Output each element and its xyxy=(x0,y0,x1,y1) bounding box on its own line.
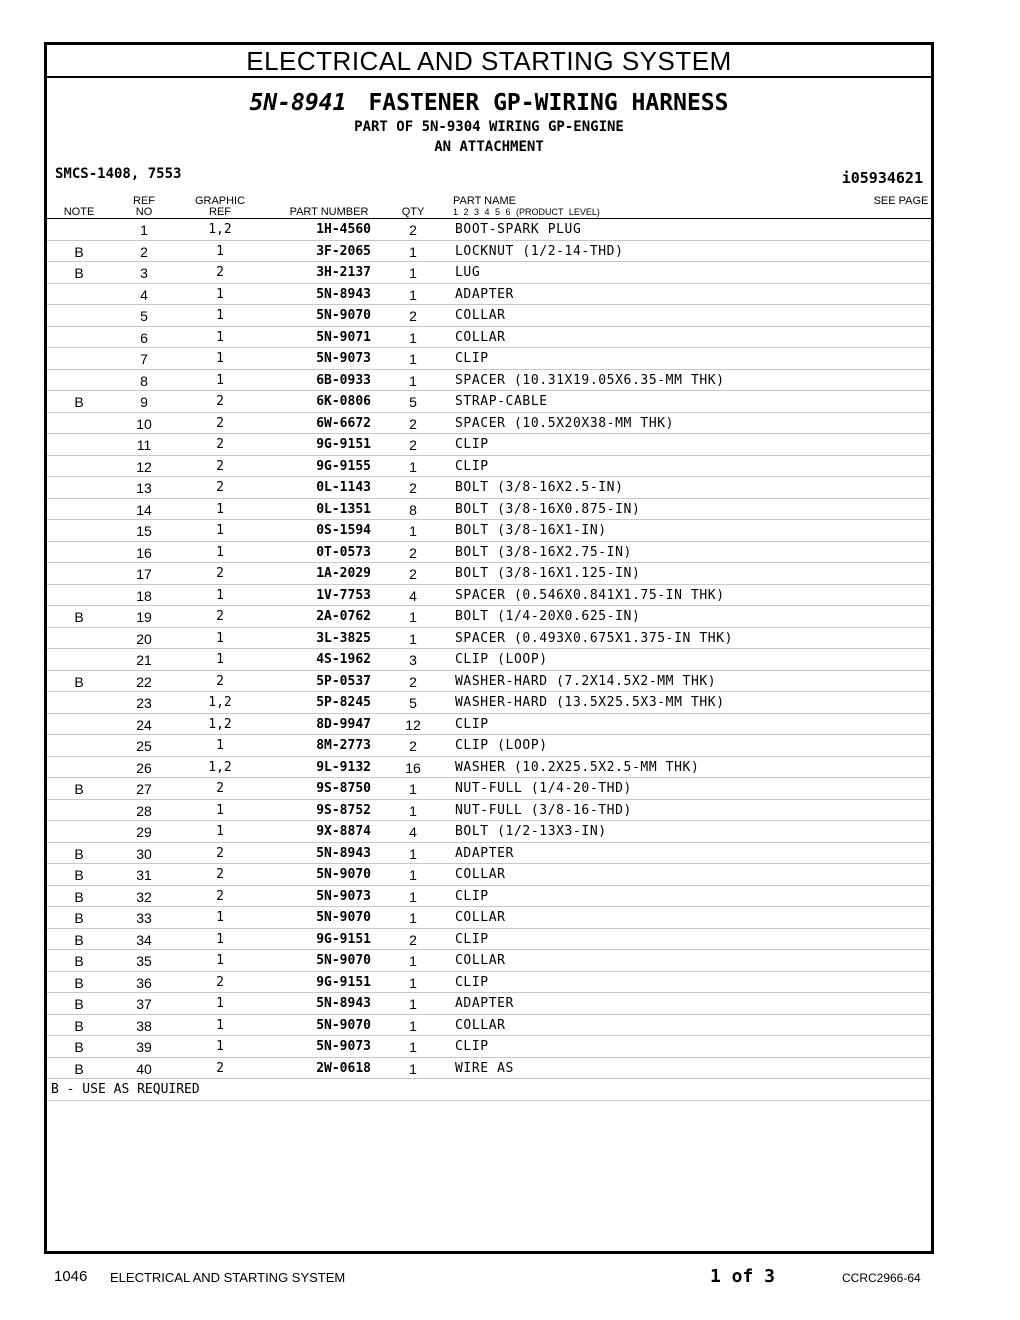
row-part-number: 8M-2773 xyxy=(316,738,371,753)
table-row xyxy=(47,800,931,822)
row-qty: 1 xyxy=(409,286,417,303)
row-part-number: 0L-1351 xyxy=(316,501,371,517)
table-row xyxy=(47,628,931,650)
row-graphic-ref: 2 xyxy=(216,888,224,904)
row-ref-no: 36 xyxy=(136,974,152,991)
row-qty: 1 xyxy=(409,329,417,346)
row-part-name: BOOT-SPARK PLUG xyxy=(455,222,582,237)
row-note: B xyxy=(74,673,84,690)
table-row xyxy=(47,370,931,392)
row-ref-no: 20 xyxy=(136,630,152,647)
row-graphic-ref: 1 xyxy=(216,372,224,388)
row-graphic-ref: 1 xyxy=(216,1039,224,1054)
group-name: FASTENER GP-WIRING HARNESS xyxy=(368,90,729,116)
table-row xyxy=(47,671,931,693)
row-ref-no: 6 xyxy=(140,329,148,346)
row-qty: 16 xyxy=(405,759,421,776)
row-part-name: LUG xyxy=(455,265,481,280)
row-ref-no: 19 xyxy=(136,609,152,625)
row-graphic-ref: 2 xyxy=(216,480,224,495)
row-graphic-ref: 2 xyxy=(216,1060,224,1076)
row-note: B xyxy=(74,953,84,969)
table-row xyxy=(47,563,931,585)
attachment-line: AN ATTACHMENT xyxy=(434,139,544,155)
row-qty: 3 xyxy=(409,652,417,668)
row-qty: 1 xyxy=(409,1039,417,1055)
row-part-name: BOLT (3/8-16X0.875-IN) xyxy=(455,501,641,517)
col-qty: QTY xyxy=(401,206,425,218)
row-qty: 2 xyxy=(409,738,417,754)
row-note: B xyxy=(74,867,84,883)
row-part-number: 1A-2029 xyxy=(316,566,371,581)
row-ref-no: 10 xyxy=(136,415,152,432)
table-row xyxy=(47,348,931,370)
row-qty: 8 xyxy=(409,501,417,518)
row-ref-no: 29 xyxy=(136,824,152,840)
row-part-name: COLLAR xyxy=(455,308,506,323)
row-part-number: 0T-0573 xyxy=(316,544,371,560)
row-ref-no: 23 xyxy=(136,695,152,711)
group-title-line xyxy=(47,89,931,117)
row-part-name: WASHER (10.2X25.5X2.5-MM THK) xyxy=(455,759,700,775)
row-part-name: NUT-FULL (1/4-20-THD) xyxy=(455,781,632,796)
parts-table-body xyxy=(47,219,931,1101)
row-graphic-ref: 1 xyxy=(216,1017,224,1033)
row-ref-no: 34 xyxy=(136,931,152,948)
row-part-name: BOLT (3/8-16X2.5-IN) xyxy=(455,480,624,495)
row-qty: 1 xyxy=(409,243,417,260)
row-qty: 2 xyxy=(409,308,417,324)
row-graphic-ref: 1 xyxy=(216,738,224,753)
table-row xyxy=(47,993,931,1015)
row-graphic-ref: 1 xyxy=(216,931,224,947)
row-qty: 5 xyxy=(409,394,417,410)
row-part-name: COLLAR xyxy=(455,910,506,925)
row-part-number: 9G-9151 xyxy=(316,974,371,990)
row-note: B xyxy=(74,1060,84,1077)
row-part-name: ADAPTER xyxy=(455,286,514,302)
table-row xyxy=(47,477,931,499)
row-part-name: BOLT (3/8-16X2.75-IN) xyxy=(455,544,632,560)
row-part-number: 6W-6672 xyxy=(316,415,371,431)
table-row xyxy=(47,606,931,628)
row-graphic-ref: 1 xyxy=(216,243,224,259)
row-qty: 1 xyxy=(409,458,417,475)
row-part-number: 5N-8943 xyxy=(316,996,371,1011)
row-graphic-ref: 2 xyxy=(216,458,224,474)
row-qty: 1 xyxy=(409,781,417,797)
row-part-number: 5N-9071 xyxy=(316,329,371,345)
row-qty: 2 xyxy=(409,544,417,561)
row-part-name: BOLT (3/8-16X1.125-IN) xyxy=(455,566,641,581)
row-qty: 1 xyxy=(409,372,417,389)
table-row xyxy=(47,778,931,800)
row-part-name: SPACER (0.546X0.841X1.75-IN THK) xyxy=(455,587,725,603)
row-part-name: CLIP xyxy=(455,458,489,474)
row-part-name: BOLT (1/4-20X0.625-IN) xyxy=(455,609,641,624)
row-ref-no: 4 xyxy=(140,286,148,303)
row-qty: 1 xyxy=(409,630,417,647)
table-row xyxy=(47,219,931,241)
row-ref-no: 15 xyxy=(136,523,152,539)
footer-doc-code: CCRC2966-64 xyxy=(842,1271,921,1285)
row-qty: 2 xyxy=(409,931,417,948)
table-row xyxy=(47,434,931,456)
row-qty: 1 xyxy=(409,974,417,991)
row-graphic-ref: 2 xyxy=(216,974,224,990)
col-product-levels: 1 2 3 4 5 6 (PRODUCT LEVEL) xyxy=(453,207,600,217)
row-graphic-ref: 1 xyxy=(216,630,224,646)
col-note: NOTE xyxy=(63,206,95,218)
row-part-number: 9L-9132 xyxy=(316,759,371,775)
row-graphic-ref: 1 xyxy=(216,329,224,345)
table-row xyxy=(47,305,931,327)
row-part-name: LOCKNUT (1/2-14-THD) xyxy=(455,243,624,259)
row-ref-no: 8 xyxy=(140,372,148,389)
row-part-name: BOLT (1/2-13X3-IN) xyxy=(455,824,607,839)
row-part-number: 5N-9070 xyxy=(316,953,371,968)
row-qty: 1 xyxy=(409,845,417,862)
row-note: B xyxy=(74,845,84,862)
row-ref-no: 3 xyxy=(140,265,148,281)
row-qty: 4 xyxy=(409,824,417,840)
row-part-name: CLIP xyxy=(455,1039,489,1054)
table-row xyxy=(47,284,931,306)
row-graphic-ref: 2 xyxy=(216,265,224,280)
row-ref-no: 5 xyxy=(140,308,148,324)
row-ref-no: 37 xyxy=(136,996,152,1012)
row-part-number: 5N-9070 xyxy=(316,910,371,925)
row-graphic-ref: 1 xyxy=(216,824,224,839)
section-title: ELECTRICAL AND STARTING SYSTEM xyxy=(47,45,931,78)
row-note: B xyxy=(74,996,84,1012)
table-row xyxy=(47,262,931,284)
table-row xyxy=(47,692,931,714)
row-part-name: WIRE AS xyxy=(455,1060,514,1076)
table-row xyxy=(47,499,931,521)
row-qty: 2 xyxy=(409,673,417,690)
row-graphic-ref: 1 xyxy=(216,523,224,538)
row-part-number: 1H-4560 xyxy=(316,222,371,237)
row-part-number: 9G-9151 xyxy=(316,931,371,947)
row-qty: 1 xyxy=(409,888,417,905)
row-note: B xyxy=(74,1039,84,1055)
row-part-number: 0S-1594 xyxy=(316,523,371,538)
row-part-number: 5N-8943 xyxy=(316,845,371,861)
table-row xyxy=(47,327,931,349)
row-note: B xyxy=(74,243,84,260)
row-part-name: SPACER (10.31X19.05X6.35-MM THK) xyxy=(455,372,725,388)
row-ref-no: 27 xyxy=(136,781,152,797)
row-part-name: COLLAR xyxy=(455,867,506,882)
row-note: B xyxy=(74,781,84,797)
row-qty: 2 xyxy=(409,480,417,496)
row-graphic-ref: 1 xyxy=(216,910,224,925)
row-qty: 2 xyxy=(409,437,417,453)
row-ref-no: 7 xyxy=(140,351,148,367)
column-header-row xyxy=(47,193,931,219)
row-ref-no: 16 xyxy=(136,544,152,561)
row-ref-no: 33 xyxy=(136,910,152,926)
row-graphic-ref: 1,2 xyxy=(208,222,232,237)
row-part-number: 5P-0537 xyxy=(316,673,371,689)
row-graphic-ref: 1 xyxy=(216,351,224,366)
row-part-number: 9X-8874 xyxy=(316,824,371,839)
row-part-number: 9G-9155 xyxy=(316,458,371,474)
row-part-number: 5N-9073 xyxy=(316,1039,371,1054)
col-see-page: SEE PAGE xyxy=(873,195,929,207)
row-note: B xyxy=(74,265,84,281)
row-part-name: CLIP (LOOP) xyxy=(455,652,548,667)
row-ref-no: 26 xyxy=(136,759,152,776)
row-part-name: COLLAR xyxy=(455,329,506,345)
row-qty: 1 xyxy=(409,351,417,367)
row-ref-no: 28 xyxy=(136,802,152,819)
row-qty: 1 xyxy=(409,609,417,625)
row-qty: 1 xyxy=(409,1017,417,1034)
row-ref-no: 1 xyxy=(140,222,148,238)
row-graphic-ref: 2 xyxy=(216,845,224,861)
row-ref-no: 18 xyxy=(136,587,152,604)
part-of-line: PART OF 5N-9304 WIRING GP-ENGINE xyxy=(354,119,624,135)
row-qty: 1 xyxy=(409,265,417,281)
row-qty: 1 xyxy=(409,996,417,1012)
table-row xyxy=(47,821,931,843)
row-part-name: ADAPTER xyxy=(455,845,514,861)
table-row xyxy=(47,886,931,908)
row-graphic-ref: 1 xyxy=(216,802,224,818)
row-graphic-ref: 2 xyxy=(216,566,224,581)
row-qty: 1 xyxy=(409,910,417,926)
row-part-name: CLIP xyxy=(455,351,489,366)
row-note: B xyxy=(74,1017,84,1034)
group-header xyxy=(47,89,931,157)
row-graphic-ref: 1 xyxy=(216,587,224,603)
row-part-number: 6B-0933 xyxy=(316,372,371,388)
row-graphic-ref: 2 xyxy=(216,609,224,624)
footer-section: ELECTRICAL AND STARTING SYSTEM xyxy=(110,1270,346,1285)
row-part-number: 3F-2065 xyxy=(316,243,371,259)
group-part-number: 5N-8941 xyxy=(249,90,347,116)
table-row xyxy=(47,456,931,478)
row-qty: 12 xyxy=(405,716,421,733)
row-ref-no: 39 xyxy=(136,1039,152,1055)
row-part-number: 2A-0762 xyxy=(316,609,371,624)
row-part-number: 1V-7753 xyxy=(316,587,371,603)
row-graphic-ref: 2 xyxy=(216,394,224,409)
row-graphic-ref: 2 xyxy=(216,437,224,452)
row-graphic-ref: 1,2 xyxy=(208,695,232,710)
table-row xyxy=(47,843,931,865)
table-row xyxy=(47,757,931,779)
row-graphic-ref: 2 xyxy=(216,415,224,431)
row-part-name: COLLAR xyxy=(455,1017,506,1033)
table-row xyxy=(47,929,931,951)
row-part-name: WASHER-HARD (7.2X14.5X2-MM THK) xyxy=(455,673,717,689)
row-part-number: 0L-1143 xyxy=(316,480,371,495)
row-part-number: 5N-8943 xyxy=(316,286,371,302)
table-row xyxy=(47,1036,931,1058)
row-part-number: 9G-9151 xyxy=(316,437,371,452)
row-qty: 2 xyxy=(409,566,417,582)
table-row xyxy=(47,649,931,671)
parts-sheet xyxy=(44,42,934,1254)
row-part-number: 5N-9073 xyxy=(316,351,371,366)
row-part-name: NUT-FULL (3/8-16-THD) xyxy=(455,802,632,818)
row-ref-no: 35 xyxy=(136,953,152,969)
row-part-name: CLIP xyxy=(455,716,489,732)
table-row xyxy=(47,972,931,994)
row-note: B xyxy=(74,888,84,905)
row-ref-no: 22 xyxy=(136,673,152,690)
row-part-number: 3L-3825 xyxy=(316,630,371,646)
row-ref-no: 11 xyxy=(136,437,152,453)
row-part-name: CLIP (LOOP) xyxy=(455,738,548,753)
row-ref-no: 31 xyxy=(136,867,152,883)
row-part-name: CLIP xyxy=(455,888,489,904)
col-part-name: PART NAME xyxy=(453,195,516,207)
row-ref-no: 25 xyxy=(136,738,152,754)
row-graphic-ref: 1,2 xyxy=(208,716,232,732)
footer-page-number: 1046 xyxy=(54,1268,88,1285)
row-part-name: SPACER (0.493X0.675X1.375-IN THK) xyxy=(455,630,734,646)
row-qty: 1 xyxy=(409,953,417,969)
row-qty: 5 xyxy=(409,695,417,711)
row-ref-no: 13 xyxy=(136,480,152,496)
row-part-name: CLIP xyxy=(455,437,489,452)
row-part-name: SPACER (10.5X20X38-MM THK) xyxy=(455,415,675,431)
row-note: B xyxy=(74,910,84,926)
row-part-number: 5N-9070 xyxy=(316,308,371,323)
row-ref-no: 24 xyxy=(136,716,152,733)
row-ref-no: 40 xyxy=(136,1060,152,1077)
row-note: B xyxy=(74,974,84,991)
row-ref-no: 2 xyxy=(140,243,148,260)
col-part-number: PART NUMBER xyxy=(289,206,369,218)
row-part-name: STRAP-CABLE xyxy=(455,394,548,409)
row-qty: 2 xyxy=(409,415,417,432)
table-row xyxy=(47,585,931,607)
row-part-name: ADAPTER xyxy=(455,996,514,1011)
page-footer xyxy=(0,1264,1020,1294)
footer-page-of: 1 of 3 xyxy=(710,1266,776,1287)
row-part-number: 2W-0618 xyxy=(316,1060,371,1076)
row-ref-no: 32 xyxy=(136,888,152,905)
row-ref-no: 17 xyxy=(136,566,152,582)
row-qty: 1 xyxy=(409,867,417,883)
row-graphic-ref: 2 xyxy=(216,867,224,882)
row-part-number: 9S-8750 xyxy=(316,781,371,796)
table-row xyxy=(47,714,931,736)
row-graphic-ref: 1 xyxy=(216,544,224,560)
row-part-number: 4S-1962 xyxy=(316,652,371,667)
row-ref-no: 14 xyxy=(136,501,152,518)
row-part-number: 8D-9947 xyxy=(316,716,371,732)
row-part-number: 5N-9070 xyxy=(316,867,371,882)
row-graphic-ref: 1,2 xyxy=(208,759,232,775)
table-row xyxy=(47,1015,931,1037)
row-ref-no: 38 xyxy=(136,1017,152,1034)
row-part-number: 5P-8245 xyxy=(316,695,371,710)
table-row xyxy=(47,413,931,435)
row-qty: 1 xyxy=(409,802,417,819)
row-ref-no: 21 xyxy=(136,652,152,668)
table-row xyxy=(47,391,931,413)
row-qty: 4 xyxy=(409,587,417,604)
row-note: B xyxy=(74,931,84,948)
row-part-name: CLIP xyxy=(455,974,489,990)
row-part-number: 5N-9070 xyxy=(316,1017,371,1033)
row-qty: 1 xyxy=(409,1060,417,1077)
row-graphic-ref: 1 xyxy=(216,953,224,968)
row-note: B xyxy=(74,609,84,625)
smcs-code: SMCS-1408, 7553 xyxy=(55,166,182,182)
row-graphic-ref: 2 xyxy=(216,673,224,689)
table-row xyxy=(47,864,931,886)
row-ref-no: 30 xyxy=(136,845,152,862)
table-row xyxy=(47,241,931,263)
row-graphic-ref: 1 xyxy=(216,308,224,323)
row-part-number: 9S-8752 xyxy=(316,802,371,818)
row-part-name: BOLT (3/8-16X1-IN) xyxy=(455,523,607,538)
table-row xyxy=(47,1058,931,1080)
row-qty: 1 xyxy=(409,523,417,539)
row-graphic-ref: 1 xyxy=(216,501,224,517)
table-row xyxy=(47,735,931,757)
row-ref-no: 9 xyxy=(140,394,148,410)
illustration-id: i05934621 xyxy=(841,169,923,187)
table-row xyxy=(47,907,931,929)
row-part-number: 5N-9073 xyxy=(316,888,371,904)
footnote: B - USE AS REQUIRED xyxy=(47,1079,931,1101)
table-row xyxy=(47,950,931,972)
row-part-number: 3H-2137 xyxy=(316,265,371,280)
col-ref-no: REF NO xyxy=(133,195,155,218)
row-qty: 2 xyxy=(409,222,417,238)
col-graphic-ref: GRAPHIC REF xyxy=(194,195,246,218)
row-note: B xyxy=(74,394,84,410)
table-row xyxy=(47,520,931,542)
row-part-name: WASHER-HARD (13.5X25.5X3-MM THK) xyxy=(455,695,725,710)
row-graphic-ref: 1 xyxy=(216,286,224,302)
row-ref-no: 12 xyxy=(136,458,152,475)
row-part-name: CLIP xyxy=(455,931,489,947)
row-part-number: 6K-0806 xyxy=(316,394,371,409)
row-graphic-ref: 1 xyxy=(216,652,224,667)
table-row xyxy=(47,542,931,564)
row-graphic-ref: 1 xyxy=(216,996,224,1011)
row-part-name: COLLAR xyxy=(455,953,506,968)
row-graphic-ref: 2 xyxy=(216,781,224,796)
